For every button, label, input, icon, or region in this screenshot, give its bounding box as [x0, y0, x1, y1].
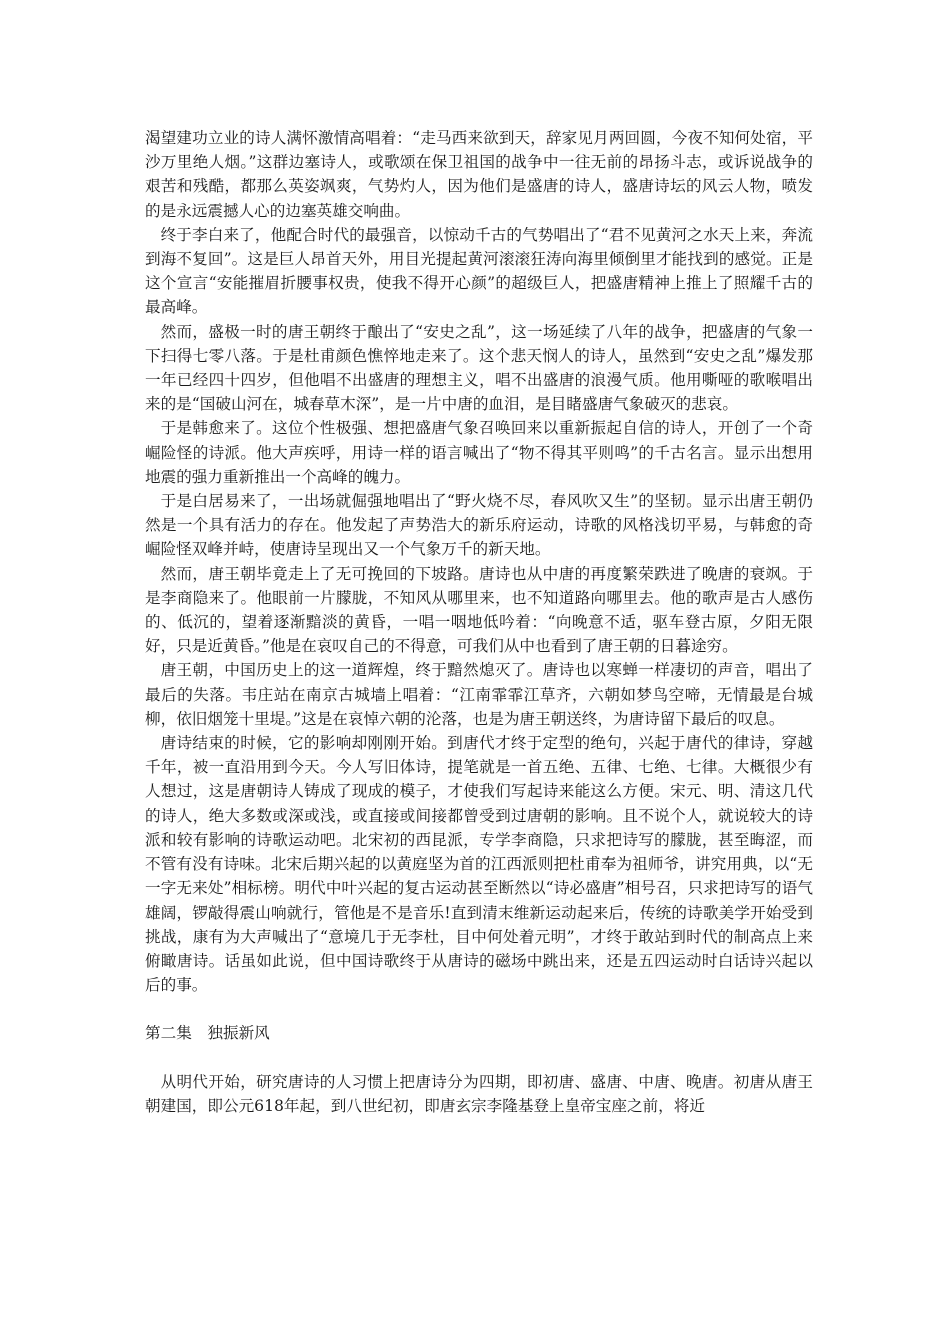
document-body	[145, 126, 813, 1118]
paragraph-2: 终于李白来了，他配合时代的最强音，以惊动千古的气势唱出了“君不见黄河之水天上来，奔流到海不复回”。这是巨人昂首天外，用目光提起黄河滚滚狂涛向海里倾倒里才能找到的感觉。正是这个宣言“安能摧眉折腰事权贵，使我不得开心颜”的超级巨人，把盛唐精神上推上了照耀千古的最高峰。	[145, 225, 813, 317]
paragraph-1: 渴望建功立业的诗人满怀激情高唱着：“走马西来欲到天，辞家见月两回圆，今夜不知何处宿，平沙万里绝人烟。”这群边塞诗人，或歌颂在保卫祖国的战争中一往无前的昂扬斗志，或诉说战争的艰苦和残酷，都那么英姿飒爽，气势灼人，因为他们是盛唐的诗人，盛唐诗坛的风云人物，喷发的是永远震撼人心的边塞英雄交响曲。	[145, 129, 813, 220]
paragraph-7: 唐王朝，中国历史上的这一道辉煌，终于黯然熄灭了。唐诗也以寒蝉一样凄切的声音，唱出了最后的失落。韦庄站在南京古城墙上唱着：“江南霏霏江草齐，六朝如梦鸟空啼，无情最是台城柳，依旧烟笼十里堤。”这是在哀悼六朝的沦落，也是为唐王朝送终，为唐诗留下最后的叹息。	[145, 661, 813, 728]
paragraph-8: 唐诗结束的时候，它的影响却刚刚开始。到唐代才终于定型的绝句，兴起于唐代的律诗，穿越千年，被一直沿用到今天。今人写旧体诗，提笔就是一首五绝、五律、七绝、七律。大概很少有人想过，这是唐朝诗人铸成了现成的模子，才使我们写起诗来能这么方便。宋元、明、清这几代的诗人，绝大多数或深或浅，或直接或间接都曾受到过唐朝的影响。且不说个人，就说较大的诗派和较有影响的诗歌运动吧。北宋初的西昆派，专学李商隐，只求把诗写的朦胧，甚至晦涩，而不管有没有诗味。北宋后期兴起的以黄庭坚为首的江西派则把杜甫奉为祖师爷，讲究用典，以“无一字无来处”相标榜。明代中叶兴起的复古运动甚至断然以“诗必盛唐”相号召，只求把诗写的语气雄阔，锣敲得震山响就行，管他是不是音乐!直到清末维新运动起来后，传统的诗歌美学开始受到挑战，康有为大声喊出了“意境几于无李杜，目中何处着元明”，才终于敢站到时代的制高点上来俯瞰唐诗。话虽如此说，但中国诗歌终于从唐诗的磁场中跳出来，还是五四运动时白话诗兴起以后的事。	[145, 734, 813, 995]
paragraph-4: 于是韩愈来了。这位个性极强、想把盛唐气象召唤回来以重新振起自信的诗人，开创了一个奇崛险怪的诗派。他大声疾呼，用诗一样的语言喊出了“物不得其平则鸣”的千古名言。显示出想用地震的强力重新推出一个高峰的魄力。	[145, 419, 813, 486]
section-heading: 第二集 独振新风	[145, 1024, 270, 1043]
paragraph-9: 从明代开始，研究唐诗的人习惯上把唐诗分为四期，即初唐、盛唐、中唐、晚唐。初唐从唐王朝建国，即公元618年起，到八世纪初，即唐玄宗李隆基登上皇帝宝座之前，将近	[145, 1072, 813, 1115]
paragraph-5: 于是白居易来了，一出场就倔强地唱出了“野火烧不尽，春风吹又生”的坚韧。显示出唐王朝仍然是一个具有活力的存在。他发起了声势浩大的新乐府运动，诗歌的风格浅切平易，与韩愈的奇崛险怪双峰并峙，使唐诗呈现出又一个气象万千的新天地。	[145, 492, 813, 559]
paragraph-3: 然而，盛极一时的唐王朝终于酿出了“安史之乱”，这一场延续了八年的战争，把盛唐的气象一下扫得七零八落。于是杜甫颜色憔悴地走来了。这个悲天悯人的诗人，虽然到“安史之乱”爆发那一年已经四十四岁，但他唱不出盛唐的理想主义，唱不出盛唐的浪漫气质。他用嘶哑的歌喉唱出来的是“国破山河在，城春草木深”，是一片中唐的血泪，是目睹盛唐气象破灭的悲哀。	[145, 322, 813, 414]
paragraph-6: 然而，唐王朝毕竟走上了无可挽回的下坡路。唐诗也从中唐的再度繁荣跌进了晚唐的衰飒。于是李商隐来了。他眼前一片朦胧，不知风从哪里来，也不知道路向哪里去。他的歌声是古人感伤的、低沉的，望着逐渐黯淡的黄昏，一唱一咽地低吟着：“向晚意不适，驱车登古原，夕阳无限好，只是近黄昏。”他是在哀叹自己的不得意，可我们从中也看到了唐王朝的日暮途穷。	[145, 564, 813, 656]
